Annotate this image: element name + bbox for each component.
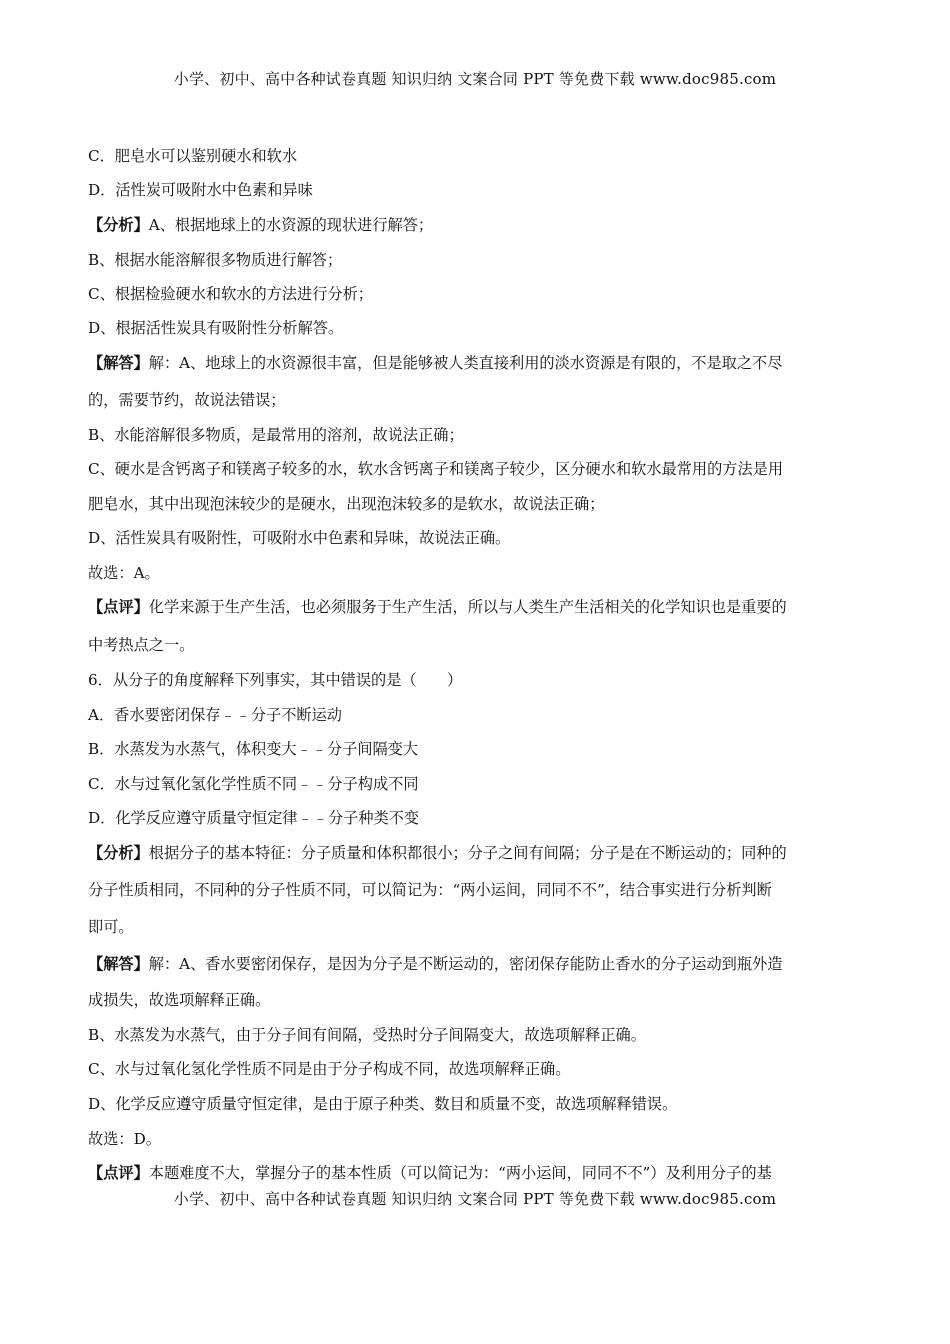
line-text: D、化学反应遵守质量守恒定律，是由于原子种类、数目和质量不变，故选项解释错误。 [88, 1095, 678, 1113]
line-text: 分子性质相同，不同种的分子性质不同，可以简记为：“两小运间，同同不不”，结合事实进行分析判断 [88, 881, 772, 899]
line-text: 的，需要节约，故说法错误； [88, 391, 286, 409]
text-line [88, 808, 868, 828]
line-text: 本题难度不大，掌握分子的基本性质（可以简记为：“两小运间，同同不不”）及利用分子的基 [148, 1164, 772, 1182]
section-tag: 【解答】 [88, 354, 149, 372]
text-line [88, 774, 868, 794]
text-line [88, 705, 868, 725]
page-footer: 小学、初中、高中各种试卷真题 知识归纳 文案合同 PPT 等免费下载 www.doc985.com [173, 1190, 777, 1208]
text-line [88, 1059, 868, 1079]
text-line [88, 494, 868, 514]
section-tag: 【点评】 [88, 1164, 149, 1182]
line-text: 成损失，故选项解释正确。 [88, 991, 271, 1009]
line-text: A．香水要密闭保存﹣﹣分子不断运动 [88, 706, 342, 724]
line-text: 中考热点之一。 [88, 636, 195, 654]
text-line [88, 1094, 868, 1114]
text-line [88, 635, 868, 655]
text-line [88, 353, 868, 373]
page-header: 小学、初中、高中各种试卷真题 知识归纳 文案合同 PPT 等免费下载 www.doc985.com [173, 70, 777, 88]
text-line [88, 284, 868, 304]
line-text: C、水与过氧化氢化学性质不同是由于分子构成不同，故选项解释正确。 [88, 1060, 571, 1078]
text-line [88, 459, 868, 479]
section-tag: 【解答】 [88, 955, 149, 973]
text-line [88, 146, 868, 166]
line-text: D、根据活性炭具有吸附性分析解答。 [88, 319, 344, 337]
text-line [88, 1025, 868, 1045]
line-text: C．水与过氧化氢化学性质不同﹣﹣分子构成不同 [88, 775, 419, 793]
text-line [88, 180, 868, 200]
line-text: 根据分子的基本特征：分子质量和体积都很小；分子之间有间隔；分子是在不断运动的；同种的 [148, 844, 787, 862]
line-text: D．活性炭可吸附水中色素和异味 [88, 181, 313, 199]
line-text: B、根据水能溶解很多物质进行解答； [88, 251, 343, 269]
text-line [88, 215, 868, 235]
line-text: 故选：D。 [88, 1130, 161, 1148]
line-text: 故选：A。 [88, 564, 160, 582]
line-text: 解：A、香水要密闭保存，是因为分子是不断运动的，密闭保存能防止香水的分子运动到瓶外造 [148, 955, 783, 973]
line-text: D．化学反应遵守质量守恒定律﹣﹣分子种类不变 [88, 809, 420, 827]
line-text: 解：A、地球上的水资源很丰富，但是能够被人类直接利用的淡水资源是有限的，不是取之不尽 [148, 354, 783, 372]
text-line [88, 954, 868, 974]
line-text: 化学来源于生产生活，也必须服务于生产生活，所以与人类生产生活相关的化学知识也是重要的 [148, 598, 787, 616]
text-line [88, 1129, 868, 1149]
line-text: B、水蒸发为水蒸气，由于分子间有间隔，受热时分子间隔变大，故选项解释正确。 [88, 1026, 646, 1044]
section-tag: 【分析】 [88, 216, 149, 234]
text-line [88, 917, 868, 937]
text-line [88, 528, 868, 548]
text-line [88, 563, 868, 583]
line-text: A、根据地球上的水资源的现状进行解答； [148, 216, 434, 234]
section-tag: 【点评】 [88, 598, 149, 616]
line-text: C．肥皂水可以鉴别硬水和软水 [88, 147, 298, 165]
line-text: C、根据检验硬水和软水的方法进行分析； [88, 285, 373, 303]
line-text: D、活性炭具有吸附性，可吸附水中色素和异味，故说法正确。 [88, 529, 511, 547]
text-line [88, 990, 868, 1010]
line-text: 即可。 [88, 918, 134, 936]
line-text: C、硬水是含钙离子和镁离子较多的水，软水含钙离子和镁离子较少，区分硬水和软水最常用的方法是用 [88, 460, 784, 478]
text-line [88, 670, 868, 690]
line-text: 肥皂水，其中出现泡沫较少的是硬水，出现泡沫较多的是软水，故说法正确； [88, 495, 605, 513]
text-line [88, 318, 868, 338]
text-line [88, 880, 868, 900]
section-tag: 【分析】 [88, 844, 149, 862]
text-line [88, 739, 868, 759]
text-line [88, 250, 868, 270]
text-line [88, 425, 868, 445]
line-text: B、水能溶解很多物质，是最常用的溶剂，故说法正确； [88, 426, 464, 444]
text-line [88, 390, 868, 410]
line-text: 6．从分子的角度解释下列事实，其中错误的是（ ） [88, 671, 463, 689]
line-text: B．水蒸发为水蒸气，体积变大﹣﹣分子间隔变大 [88, 740, 419, 758]
text-line [88, 1163, 868, 1183]
text-line [88, 843, 868, 863]
text-line [88, 597, 868, 617]
